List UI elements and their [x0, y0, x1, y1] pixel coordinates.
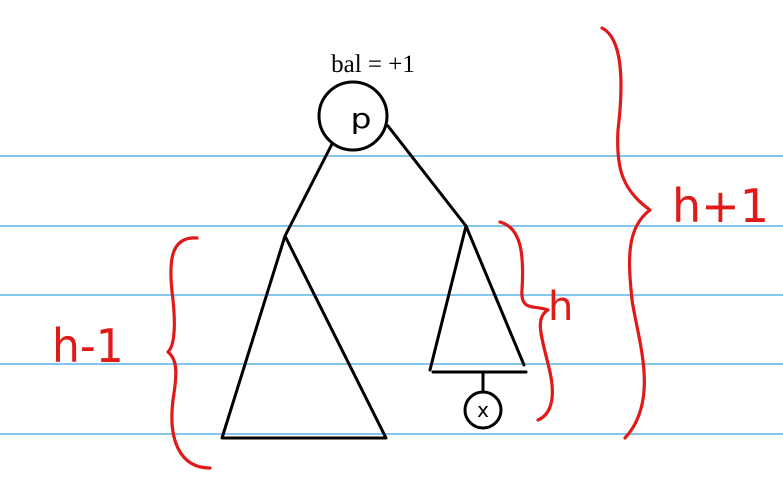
- left-edge: [285, 144, 332, 236]
- right-brace: [602, 28, 650, 438]
- balance-label: bal = +1: [331, 51, 415, 78]
- total-height-label: h+1: [672, 179, 769, 233]
- right-subtree: [430, 226, 526, 393]
- right-edge: [388, 126, 466, 226]
- right-subtree-triangle: [430, 226, 524, 370]
- new-node-label: x: [477, 398, 489, 422]
- root-node-label: p: [350, 103, 372, 136]
- left-height-label: h-1: [52, 318, 124, 374]
- new-node: [465, 392, 501, 428]
- root-node: [319, 82, 387, 150]
- right-height-label: h: [548, 284, 574, 330]
- middle-brace: [500, 222, 552, 420]
- height-braces: [168, 28, 650, 468]
- ruled-lines: [0, 156, 783, 434]
- left-subtree-triangle: [222, 236, 386, 438]
